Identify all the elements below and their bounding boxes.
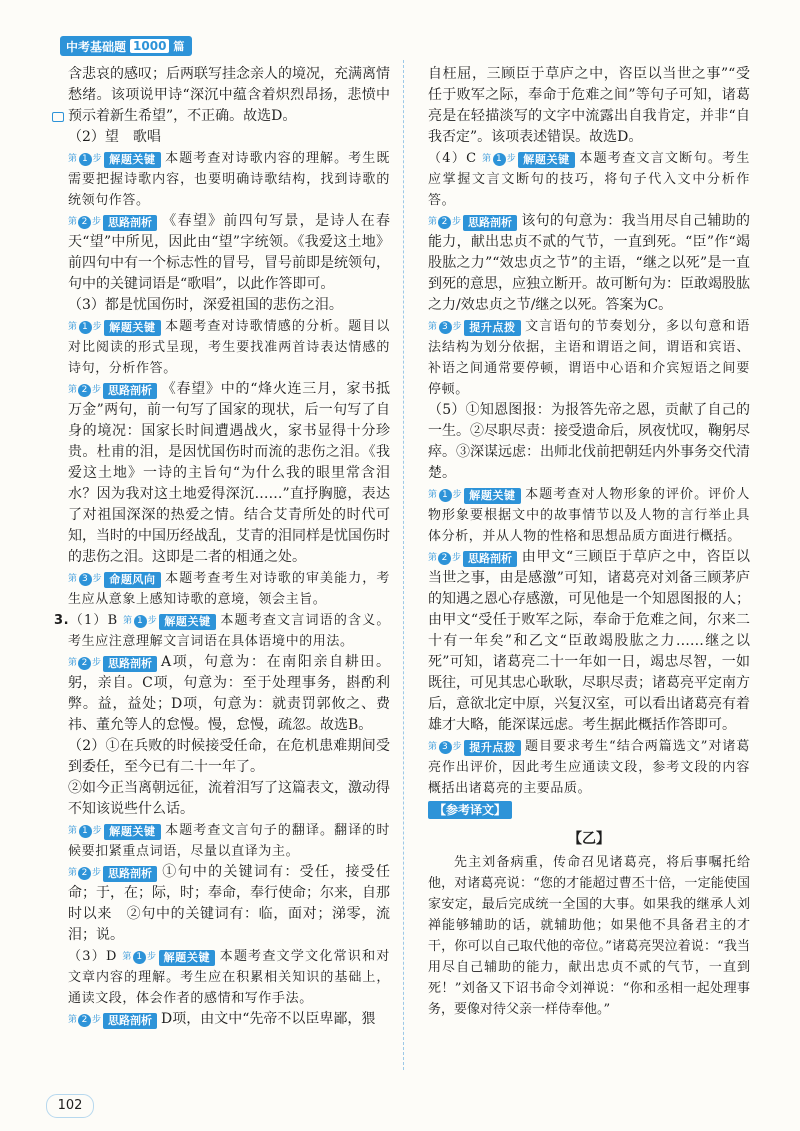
step-badge: 第 1 步 解题关键 <box>68 152 161 168</box>
step-text: D项，由文中“先帝不以臣卑鄙，猥 <box>161 1011 376 1027</box>
step-tag: 解题关键 <box>464 488 520 504</box>
step-badge: 第 3 步 命题风向 <box>68 572 161 588</box>
step-tag: 解题关键 <box>104 152 160 168</box>
left-column <box>54 64 391 1030</box>
step-note <box>68 211 390 295</box>
step-text: 本题考查文言词语的含义。考生应注意理解文言词语在具体语境中的用法。 <box>68 613 391 649</box>
step-badge: 第 2 步 思路剖析 <box>428 551 517 567</box>
step-note <box>68 148 390 211</box>
right-column <box>428 64 750 1020</box>
step-note <box>428 211 750 316</box>
step-tag: 命题风向 <box>104 572 160 588</box>
step-tag: 思路剖析 <box>463 551 517 567</box>
step-note <box>68 820 390 862</box>
step-tag: 思路剖析 <box>103 1013 157 1029</box>
step-note <box>68 316 390 379</box>
step-badge: 第 3 步 提升点拨 <box>428 740 521 756</box>
step-tag: 解题关键 <box>159 614 215 630</box>
step-text: 本题考查文学文化常识和对文章内容的理解。考生应在积累相关知识的基础上，通读文段，体会作者的感情和写作手法。 <box>68 949 390 1006</box>
step-note <box>428 547 750 736</box>
step-text: 本题考查对人物形象的评价。评价人物形象要根据文中的故事情节以及人物的言行举止具体分析，并从人物的性格和思想品质方面进行概括。 <box>428 487 750 544</box>
step-tag: 解题关键 <box>104 824 160 840</box>
answer-label: （4）C <box>428 151 477 166</box>
step-badge: 第 2 步 思路剖析 <box>68 866 157 882</box>
step-text: 本题考查文言文断句。考生应掌握文言文断句的技巧，将句子代入文中分析作答。 <box>428 151 751 208</box>
answer-paragraph: 含悲哀的感叹；后两联写挂念亲人的境况，充满离情愁绪。该项说甲诗“深沉中蕴含着炽烈昂扬，悲愤中预示着新生希望”，不正确。故选D。 <box>68 66 390 124</box>
step-badge: 第 1 步 解题关键 <box>482 152 575 168</box>
step-note <box>428 484 750 547</box>
step-tag: 思路剖析 <box>103 383 157 399</box>
step-badge: 第 1 步 解题关键 <box>428 488 521 504</box>
step-badge: 第 2 步 思路剖析 <box>68 215 157 231</box>
book-brand <box>60 36 192 56</box>
step-text: ①句中的关键词有：受任，接受任命；于，在；际，时；奉命，奉行使命；尔来，自那时以来 ②句中的关键词有：临，面对；涕零，流泪；说。 <box>68 864 390 943</box>
step-tag: 思路剖析 <box>103 866 157 882</box>
step-text: 本题考查考生对诗歌的审美能力，考生应从意象上感知诗歌的意境，领会主旨。 <box>68 571 390 607</box>
step-text: 本题考查文言句子的翻译。翻译的时候要扣紧重点词语，尽量以直译为主。 <box>68 823 390 859</box>
step-badge: 第 2 步 思路剖析 <box>428 215 517 231</box>
brand-title: 中考基础题 <box>66 39 127 54</box>
step-badge: 第 1 步 解题关键 <box>123 614 216 630</box>
step-note <box>428 148 750 211</box>
step-text: 该句的句意为：我当用尽自己辅助的能力，献出忠贞不贰的气节，一直到死。“臣”作“竭股肱之力”“效忠贞之节”的主语，“继之以死”是一直到死的意思，应独立断开。故可断句为：臣敢竭股肱之力/效忠贞之节/继之以死。答案为C。 <box>428 213 750 313</box>
answer-paragraph: 自枉屈，三顾臣于草庐之中，咨臣以当世之事”“受任于败军之际，奉命于危难之间”等句子可知，诸葛亮是在轻描淡写的文字中流露出自我肯定，并非“自我否定”。该项表述错误。故选D。 <box>428 66 750 145</box>
step-tag: 提升点拨 <box>464 320 520 336</box>
step-text: 《春望》中的“烽火连三月，家书抵万金”两句，前一句写了国家的现状，后一句写了自身的境况：国家长时间遭遇战火，家书显得十分珍贵。杜甫的泪，是因忧国伤时而流的悲伤之泪。《我爱这土地》一诗的主旨句“为什么我的眼里常含泪水？因为我对这土地爱得深沉……”直抒胸臆，表达了对祖国深深的热爱之情。结合艾青所处的时代可知，当时的中国历经战乱，艾青的泪同样是忧国伤时的悲伤之泪。这即是二者的相通之处。 <box>68 381 390 565</box>
page-number: 102 <box>46 1094 94 1118</box>
step-badge: 第 2 步 思路剖析 <box>68 1013 157 1029</box>
answer-paragraph: （2）望 歌唱 <box>68 129 161 145</box>
step-tag: 提升点拨 <box>464 740 520 756</box>
step-badge: 第 1 步 解题关键 <box>122 950 215 966</box>
step-note <box>68 568 390 610</box>
answer-paragraph: （2）①在兵败的时候接受任命，在危机患难期间受到委任，至今已有二十一年了。 <box>68 738 390 775</box>
step-tag: 思路剖析 <box>103 215 157 231</box>
step-badge: 第 3 步 提升点拨 <box>428 320 521 336</box>
step-text: 本题考查对诗歌内容的理解。考生既需要把握诗歌内容，也要明确诗歌结构，找到诗歌的统领句作答。 <box>68 151 390 208</box>
answer-paragraph: （5）①知恩图报：为报答先帝之恩，贡献了自己的一生。②尽职尽责：接受遗命后，夙夜忧叹，鞠躬尽瘁。③深谋远虑：出师北伐前把朝廷内外事务交代清楚。 <box>428 402 750 481</box>
step-note <box>68 652 390 736</box>
step-tag: 解题关键 <box>104 320 160 336</box>
step-text: 由甲文“三顾臣于草庐之中，咨臣以当世之事，由是感激”可知，诸葛亮对刘备三顾茅庐的知遇之恩心存感激，可见他是一个知恩图报的人；由甲文“受任于败军之际，奉命于危难之间，尔来二十有一年矣”和乙文“臣敢竭股肱之力……继之以死”可知，诸葛亮二十一年如一日，竭忠尽智，一如既往，可见其忠心耿耿，尽职尽责；诸葛亮平定南方后，意欲北定中原，兴复汉室，可以看出诸葛亮有着雄才大略，能深谋远虑。考生据此概括作答即可。 <box>428 549 750 733</box>
step-text: 题目要求考生“结合两篇选文”对诸葛亮作出评价，因此考生应通读文段，参考文段的内容概括出诸葛亮的主要品质。 <box>428 739 750 796</box>
step-note <box>68 1009 390 1030</box>
step-note <box>68 946 390 1009</box>
step-badge: 第 1 步 解题关键 <box>68 320 161 336</box>
step-text: 《春望》前四句写景，是诗人在春天“望”中所见，因此由“望”字统领。《我爱这土地》前四句中有一个标志性的冒号，冒号前即是统领句，句中的关键词语是“歌唱”，以此作答即可。 <box>68 213 390 292</box>
step-badge: 第 2 步 思路剖析 <box>68 656 157 672</box>
translation-title: 【乙】 <box>568 831 610 847</box>
answer-paragraph: （3）都是忧国伤时，深爱祖国的悲伤之泪。 <box>68 297 343 313</box>
step-tag: 思路剖析 <box>463 215 517 231</box>
step-tag: 思路剖析 <box>103 656 157 672</box>
step-badge: 第 2 步 思路剖析 <box>68 383 157 399</box>
step-tag: 解题关键 <box>518 152 574 168</box>
answer-paragraph: ②如今正当离朝远征，流着泪写了这篇表文，激动得不知该说些什么话。 <box>68 780 390 817</box>
answer-label: （1）B <box>69 613 118 628</box>
step-badge: 第 1 步 解题关键 <box>68 824 161 840</box>
brand-unit: 篇 <box>173 40 185 53</box>
question-number: 3. <box>54 613 70 628</box>
step-text: 本题考查对诗歌情感的分析。题目以对比阅读的形式呈现，考生要找准两首诗表达情感的诗句，分析作答。 <box>68 319 390 376</box>
brand-number: 1000 <box>130 39 169 53</box>
question-3-part-1 <box>54 610 391 652</box>
step-note <box>428 736 750 799</box>
answer-label: （3）D <box>68 949 118 964</box>
step-note <box>68 379 390 568</box>
step-tag: 解题关键 <box>159 950 215 966</box>
step-text: 文言语句的节奏划分，多以句意和语法结构为划分依据，主语和谓语之间，谓语和宾语、补语之间通常要停顿，谓语中心语和介宾短语之间要停顿。 <box>428 319 750 397</box>
step-text: A项，句意为：在南阳亲自耕田。躬，亲自。C项，句意为：至于处理事务，斟酌利弊。益，益处；D项，句意为：就责罚郭攸之、费祎、董允等人的怠慢。慢，怠慢，疏忽。故选B。 <box>68 654 390 733</box>
step-note <box>68 862 390 946</box>
reference-translation-label: 【参考译文】 <box>428 801 512 819</box>
translation-text: 先主刘备病重，传命召见诸葛亮，将后事嘱托给他，对诸葛亮说：“您的才能超过曹丕十倍，一定能使国家安定，最后完成统一全国的大事。如果我的继承人刘禅能够辅助的话，就辅助他；如果他不具备君主的才干，你可以自己取代他的帝位。”诸葛亮哭泣着说：“我当用尽自己辅助的能力，献出忠贞不贰的气节，一直到死！”刘备又下诏书命令刘禅说：“你和丞相一起处理事务，要像对待父亲一样侍奉他。” <box>428 855 750 1017</box>
margin-marker-icon <box>52 112 64 122</box>
column-divider <box>403 60 404 1070</box>
step-note <box>428 316 750 400</box>
